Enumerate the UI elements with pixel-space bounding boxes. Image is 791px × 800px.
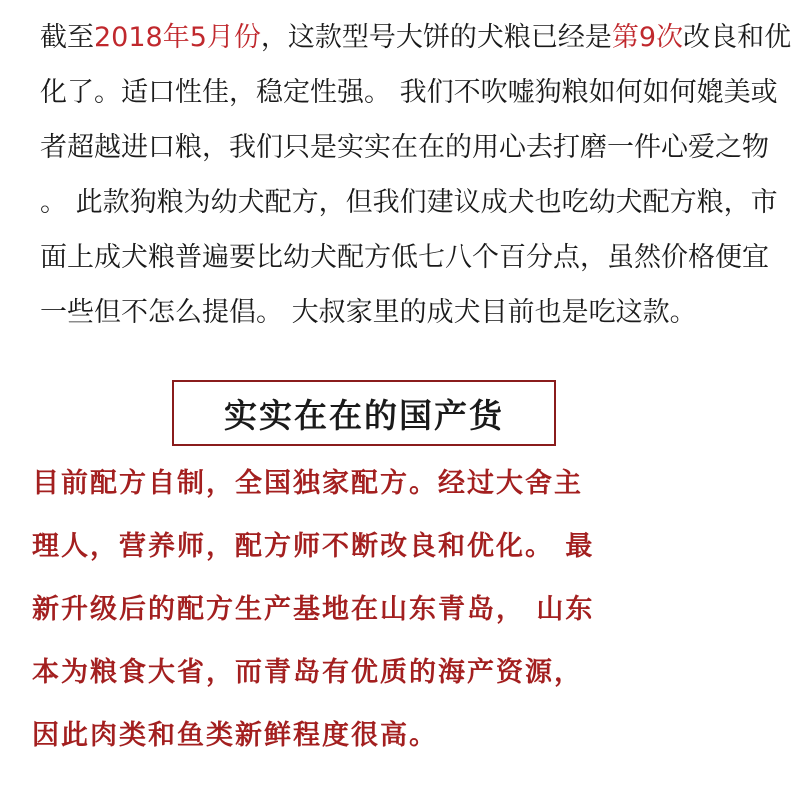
red-line-3: 新升级后的配方生产基地在山东青岛， 山东: [32, 594, 595, 625]
intro-line-4: 。 此款狗粮为幼犬配方，但我们建议成犬也吃幼犬配方粮，市: [40, 187, 778, 218]
intro-line-2: 化了。适口性佳，稳定性强。 我们不吹嘘狗粮如何如何媲美或: [40, 77, 778, 108]
red-paragraph: [32, 452, 722, 767]
intro-line-3: 者超越进口粮，我们只是实实在在的用心去打磨一件心爱之物: [40, 132, 769, 163]
intro-text: 改良和优: [683, 22, 791, 53]
red-line-2: 理人，营养师，配方师不断改良和优化。 最: [32, 531, 595, 562]
section-title: 实实在在的国产货: [224, 395, 504, 435]
red-line-5: 因此肉类和鱼类新鲜程度很高。: [32, 720, 438, 751]
version-highlight: 第9次: [611, 22, 684, 53]
intro-line-5: 面上成犬粮普遍要比幼犬配方低七八个百分点，虽然价格便宜: [40, 242, 769, 273]
intro-line-1: [40, 10, 791, 65]
intro-line-6: 一些但不怎么提倡。 大叔家里的成犬目前也是吃这款。: [40, 297, 697, 328]
section-title-box: [172, 380, 556, 446]
intro-text: 截至: [40, 22, 94, 53]
intro-text: ，这款型号大饼的犬粮已经是: [260, 22, 612, 53]
date-highlight: 2018年5月份: [94, 22, 261, 53]
red-line-4: 本为粮食大省，而青岛有优质的海产资源，: [32, 657, 583, 688]
intro-paragraph: [40, 10, 791, 340]
red-line-1: 目前配方自制，全国独家配方。经过大舍主: [32, 468, 583, 499]
